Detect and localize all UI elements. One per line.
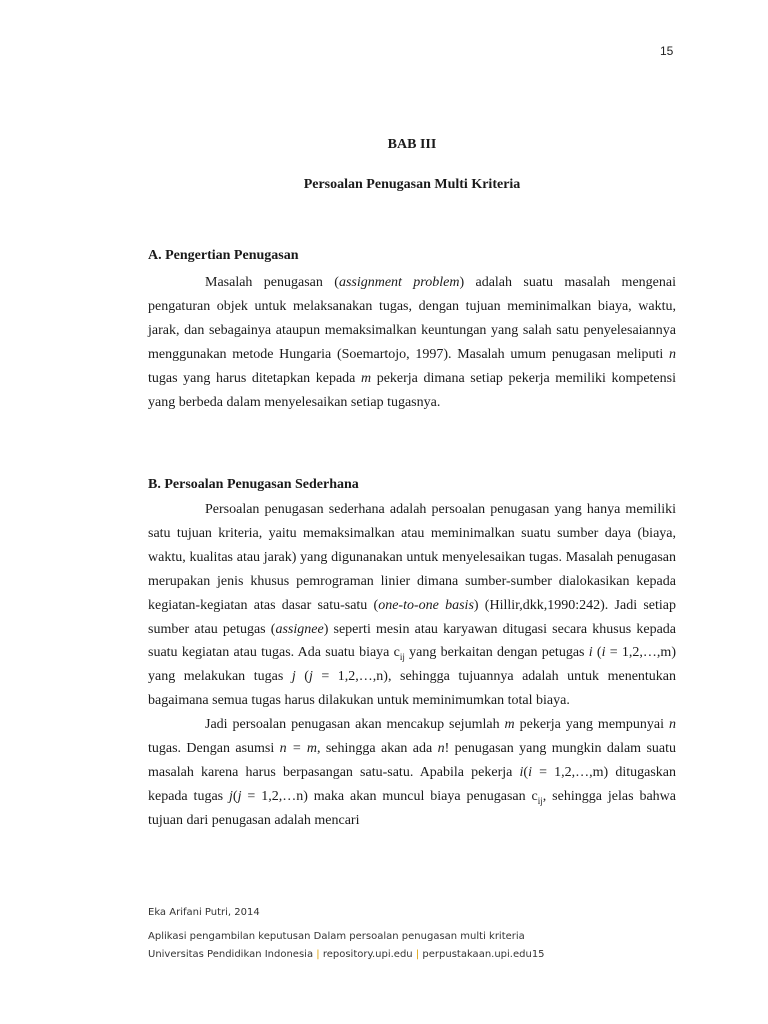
chapter-label: BAB III <box>387 137 437 152</box>
page-number: 15 <box>660 44 674 58</box>
section-a-body <box>148 271 676 414</box>
footer-separator: | <box>415 949 420 960</box>
paragraph-1: Masalah penugasan (assignment problem) adalah suatu masalah mengenai pengaturan objek untuk melaksanakan tugas, dengan tujuan meminimalkan biaya, waktu, jarak, dan sebagainya ataupun memaksimalkan keuntungan yang salah satu penyelesaiannya menggunakan metode Hungaria (Soemartojo, 1997). Masalah umum penugasan meliputi n tugas yang harus ditetapkan kepada m pekerja dimana setiap pekerja memiliki kompetensi yang berbeda dalam menyelesaikan setiap tugasnya. <box>148 275 676 410</box>
section-b-body <box>148 498 676 833</box>
paragraph-2: Persoalan penugasan sederhana adalah persoalan penugasan yang hanya memiliki satu tujuan kriteria, yaitu memaksimalkan atau meminimalkan suatu sumber daya (biaya, waktu, kualitas atau jarak) yang digunanakan untuk menyelesaikan tugas. Masalah penugasan merupakan jenis khusus pemrograman linier dimana sumber-sumber dialokasikan kepada kegiatan-kegiatan atas dasar satu-satu (one-to-one basis) (Hillir,dkk,1990:242). Jadi setiap sumber atau petugas (assignee) seperti mesin atau karyawan ditugasi secara khusus kepada suatu kegiatan atau tugas. Ada suatu biaya $c_{ij}$ yang berkaitan dengan petugas i (i = 1,2,…,m) yang melakukan tugas j (j = 1,2,…,n), sehingga tujuannya adalah untuk menentukan bagaimana semua tugas harus dilakukan untuk meminimumkan total biaya. <box>148 502 677 709</box>
section-b-heading: B. Persoalan Penugasan Sederhana <box>148 477 359 492</box>
section-a-heading: A. Pengertian Penugasan <box>148 248 299 263</box>
footer-title: Aplikasi pengambilan keputusan Dalam persoalan penugasan multi kriteria <box>148 931 525 942</box>
footer-institution: Universitas Pendidikan Indonesia <box>148 949 314 960</box>
footer-author: Eka Arifani Putri, 2014 <box>148 907 260 918</box>
footer-institution-line <box>148 949 545 960</box>
footer-separator: | <box>316 949 320 960</box>
paragraph-3: Jadi persoalan penugasan akan mencakup sejumlah m pekerja yang mempunyai n tugas. Dengan asumsi n = m, sehingga akan ada n! penugasan yang mungkin dalam suatu masalah karena harus berpasangan satu-satu. Apabila pekerja i(i = 1,2,…,m) ditugaskan kepada tugas j(j = 1,2,…n) maka akan muncul biaya penugasan $c_{ij}$, sehingga jelas bahwa tujuan dari penugasan adalah mencari <box>148 717 676 828</box>
chapter-title: Persoalan Penugasan Multi Kriteria <box>303 177 521 192</box>
footer-library-link[interactable]: perpustakaan.upi.edu15 <box>422 949 545 960</box>
footer-repository-link[interactable]: repository.upi.edu <box>322 949 413 960</box>
